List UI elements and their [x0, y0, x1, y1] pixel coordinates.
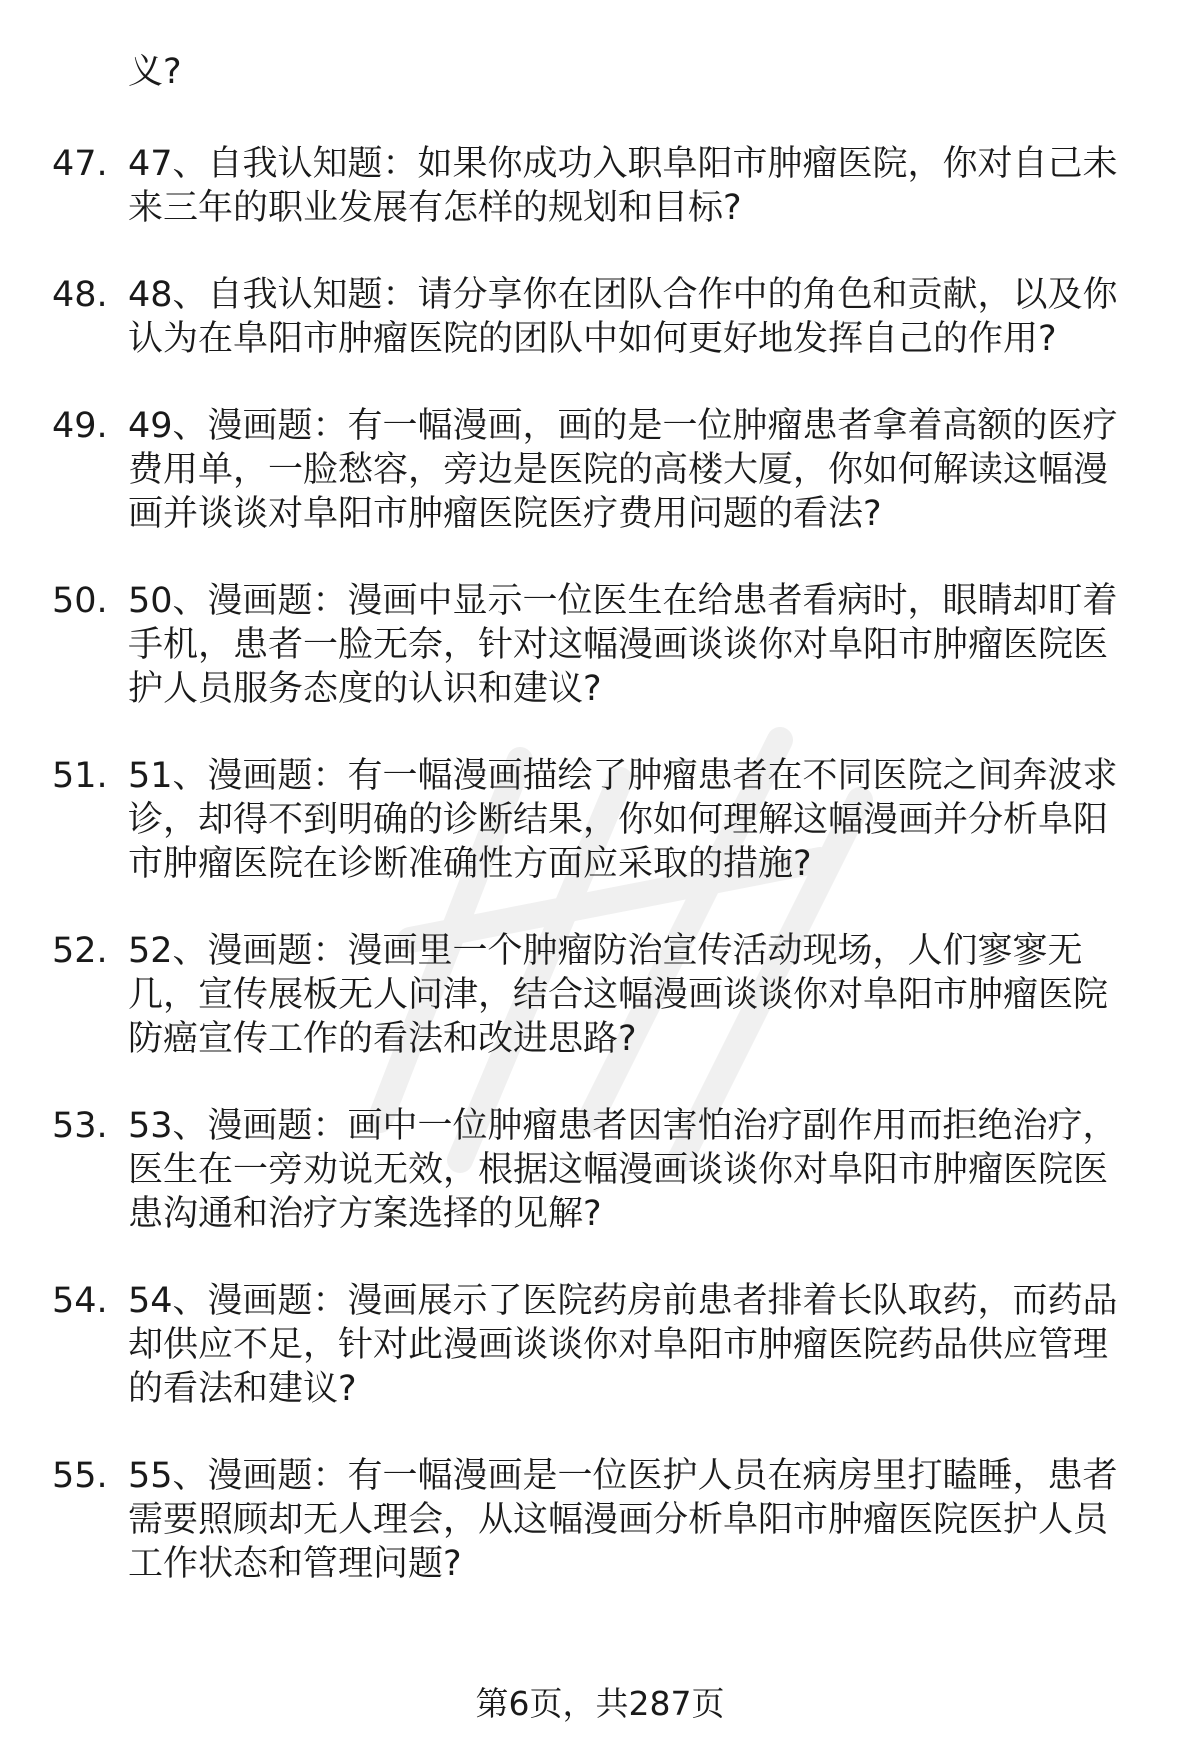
question-text-line: 费用单，一脸愁容，旁边是医院的高楼大厦，你如何解读这幅漫 — [128, 450, 1109, 490]
question-number: 47. — [52, 144, 108, 184]
question-text-line: 47、自我认知题：如果你成功入职阜阳市肿瘤医院，你对自己未 — [128, 144, 1118, 184]
question-number: 49. — [52, 406, 108, 446]
question-text-line: 53、漫画题：画中一位肿瘤患者因害怕治疗副作用而拒绝治疗， — [128, 1106, 1118, 1146]
question-text-line: 画并谈谈对阜阳市肿瘤医院医疗费用问题的看法? — [128, 494, 882, 534]
question-item — [0, 1454, 1200, 1586]
question-text-line: 认为在阜阳市肿瘤医院的团队中如何更好地发挥自己的作用? — [128, 319, 1057, 359]
question-text-line: 工作状态和管理问题? — [128, 1544, 462, 1584]
question-text — [128, 754, 1138, 886]
question-text-line: 护人员服务态度的认识和建议? — [128, 669, 602, 709]
question-text-line: 50、漫画题：漫画中显示一位医生在给患者看病时，眼睛却盯着 — [128, 581, 1118, 621]
question-text-line: 需要照顾却无人理会，从这幅漫画分析阜阳市肿瘤医院医护人员 — [128, 1500, 1109, 1540]
question-text-line: 市肿瘤医院在诊断准确性方面应采取的措施? — [128, 844, 812, 884]
question-text-line: 52、漫画题：漫画里一个肿瘤防治宣传活动现场，人们寥寥无 — [128, 931, 1083, 971]
question-list — [0, 142, 1200, 1629]
question-number: 54. — [52, 1281, 108, 1321]
question-item — [0, 1104, 1200, 1236]
question-text-line: 54、漫画题：漫画展示了医院药房前患者排着长队取药，而药品 — [128, 1281, 1118, 1321]
question-text — [128, 1279, 1138, 1411]
question-text-line: 医生在一旁劝说无效，根据这幅漫画谈谈你对阜阳市肿瘤医院医 — [128, 1150, 1109, 1190]
question-item — [0, 929, 1200, 1061]
question-number: 50. — [52, 581, 108, 621]
question-text-line: 几，宣传展板无人问津，结合这幅漫画谈谈你对阜阳市肿瘤医院 — [128, 975, 1109, 1015]
question-text-line: 防癌宣传工作的看法和改进思路? — [128, 1019, 637, 1059]
question-text — [128, 929, 1138, 1061]
continuation-text: 义? — [128, 52, 182, 92]
question-text-line: 诊，却得不到明确的诊断结果，你如何理解这幅漫画并分析阜阳 — [128, 800, 1109, 840]
question-number: 48. — [52, 275, 108, 315]
question-text-line: 49、漫画题：有一幅漫画，画的是一位肿瘤患者拿着高额的医疗 — [128, 406, 1118, 446]
question-item — [0, 142, 1200, 230]
question-text — [128, 579, 1138, 711]
question-text — [128, 273, 1138, 361]
question-text-line: 来三年的职业发展有怎样的规划和目标? — [128, 188, 742, 228]
question-text-line: 48、自我认知题：请分享你在团队合作中的角色和贡献，以及你 — [128, 275, 1118, 315]
question-number: 52. — [52, 931, 108, 971]
question-text — [128, 1454, 1138, 1586]
question-item — [0, 754, 1200, 886]
question-text — [128, 404, 1138, 536]
question-number: 53. — [52, 1106, 108, 1146]
question-item — [0, 1279, 1200, 1411]
question-text-line: 却供应不足，针对此漫画谈谈你对阜阳市肿瘤医院药品供应管理 — [128, 1325, 1109, 1365]
question-item — [0, 273, 1200, 361]
question-text — [128, 1104, 1138, 1236]
question-text-line: 55、漫画题：有一幅漫画是一位医护人员在病房里打瞌睡，患者 — [128, 1456, 1118, 1496]
question-text-line: 患沟通和治疗方案选择的见解? — [128, 1194, 602, 1234]
question-text-line: 手机，患者一脸无奈，针对这幅漫画谈谈你对阜阳市肿瘤医院医 — [128, 625, 1109, 665]
question-number: 51. — [52, 756, 108, 796]
question-item — [0, 404, 1200, 536]
question-text-line: 51、漫画题：有一幅漫画描绘了肿瘤患者在不同医院之间奔波求 — [128, 756, 1118, 796]
question-text — [128, 142, 1138, 230]
question-item — [0, 579, 1200, 711]
question-text-line: 的看法和建议? — [128, 1369, 357, 1409]
question-number: 55. — [52, 1456, 108, 1496]
page-footer: 第6页，共287页 — [475, 1684, 725, 1723]
